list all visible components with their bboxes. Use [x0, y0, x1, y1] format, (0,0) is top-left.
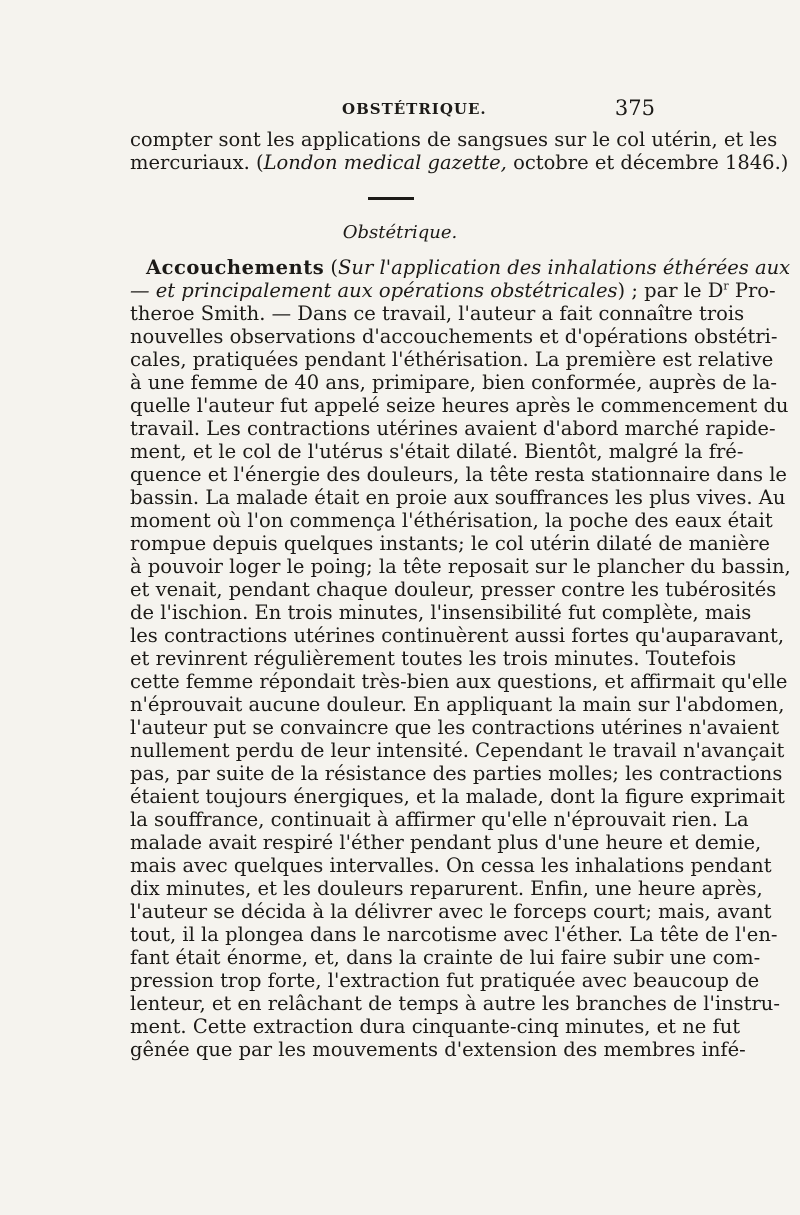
text-fragment: mercuriaux. (: [130, 151, 264, 174]
text-line: l'auteur se décida à la délivrer avec le forceps court; mais, avant: [130, 900, 772, 923]
text-line: fant était énorme, et, dans la crainte de lui faire subir une com-: [130, 946, 761, 969]
article-lead-word: Accouchements: [146, 256, 325, 279]
text-fragment: ) ; par le D: [617, 279, 724, 302]
text-line: travail. Les contractions utérines avaient d'abord marché rapide-: [130, 417, 776, 440]
text-line: [130, 256, 791, 279]
text-line: à pouvoir loger le poing; la tête reposait sur le plancher du bassin,: [130, 555, 791, 578]
text-fragment: Pro-: [728, 279, 776, 302]
text-line: de l'ischion. En trois minutes, l'insensibilité fut complète, mais: [130, 601, 752, 624]
text-fragment: — et principalement aux opérations obstétricales: [130, 279, 618, 302]
text-line: ment, et le col de l'utérus s'était dilaté. Bientôt, malgré la fré-: [130, 440, 744, 463]
text-line: quelle l'auteur fut appelé seize heures après le commencement du: [130, 394, 789, 417]
text-fragment: octobre et décembre 1846.): [506, 151, 789, 174]
text-line: gênée que par les mouvements d'extension des membres infé-: [130, 1038, 746, 1061]
text-line: lenteur, et en relâchant de temps à autre les branches de l'instru-: [130, 992, 780, 1015]
text-line: [130, 279, 776, 302]
page-number: 375: [614, 96, 655, 120]
top-paragraph: [130, 128, 789, 174]
text-line: moment où l'on commença l'éthérisation, la poche des eaux était: [130, 509, 773, 532]
text-line: rompue depuis quelques instants; le col utérin dilaté de manière: [130, 532, 770, 555]
text-line: à une femme de 40 ans, primipare, bien conformée, auprès de la-: [130, 371, 778, 394]
section-title: Obstétrique.: [342, 222, 458, 243]
text-line: tout, il la plongea dans le narcotisme avec l'éther. La tête de l'en-: [130, 923, 778, 946]
text-line: compter sont les applications de sangsues sur le col utérin, et les: [130, 128, 778, 151]
text-line: l'auteur put se convaincre que les contractions utérines n'avaient: [130, 716, 780, 739]
text-line: theroe Smith. — Dans ce travail, l'auteur a fait connaître trois: [130, 302, 745, 325]
text-line: cette femme répondait très-bien aux questions, et affirmait qu'elle: [130, 670, 788, 693]
text-line: les contractions utérines continuèrent aussi fortes qu'auparavant,: [130, 624, 785, 647]
text-line: mais avec quelques intervalles. On cessa les inhalations pendant: [130, 854, 772, 877]
section-divider: [368, 197, 414, 200]
source-citation: London medical gazette,: [263, 151, 507, 174]
text-line: ment. Cette extraction dura cinquante-cinq minutes, et ne fut: [130, 1015, 741, 1038]
text-line: malade avait respiré l'éther pendant plus d'une heure et demie,: [130, 831, 762, 854]
text-line: et venait, pendant chaque douleur, presser contre les tubérosités: [130, 578, 777, 601]
text-fragment: r: [723, 279, 729, 293]
text-line: et revinrent régulièrement toutes les trois minutes. Toutefois: [130, 647, 737, 670]
text-line: pression trop forte, l'extraction fut pratiquée avec beaucoup de: [130, 969, 760, 992]
text-line: nouvelles observations d'accouchements et d'opérations obstétri-: [130, 325, 778, 348]
article-body: [130, 256, 791, 1061]
text-line: pas, par suite de la résistance des parties molles; les contractions: [130, 762, 783, 785]
page-header: [130, 96, 655, 122]
text-line: [130, 151, 789, 174]
text-line: quence et l'énergie des douleurs, la tête resta stationnaire dans le: [130, 463, 787, 486]
text-line: bassin. La malade était en proie aux souffrances les plus vives. Au: [130, 486, 786, 509]
text-line: n'éprouvait aucune douleur. En appliquant la main sur l'abdomen,: [130, 693, 785, 716]
text-fragment: (: [324, 256, 339, 279]
text-line: cales, pratiquées pendant l'éthérisation. La première est relative: [130, 348, 774, 371]
text-line: étaient toujours énergiques, et la malade, dont la figure exprimait: [130, 785, 785, 808]
text-fragment: Sur l'application des inhalations éthérées aux: [338, 256, 791, 279]
running-title: OBSTÉTRIQUE.: [342, 100, 487, 118]
text-line: dix minutes, et les douleurs reparurent. Enfin, une heure après,: [130, 877, 763, 900]
text-line: la souffrance, continuait à affirmer qu'elle n'éprouvait rien. La: [130, 808, 749, 831]
article-lines: [130, 302, 791, 1061]
text-line: nullement perdu de leur intensité. Cependant le travail n'avançait: [130, 739, 785, 762]
